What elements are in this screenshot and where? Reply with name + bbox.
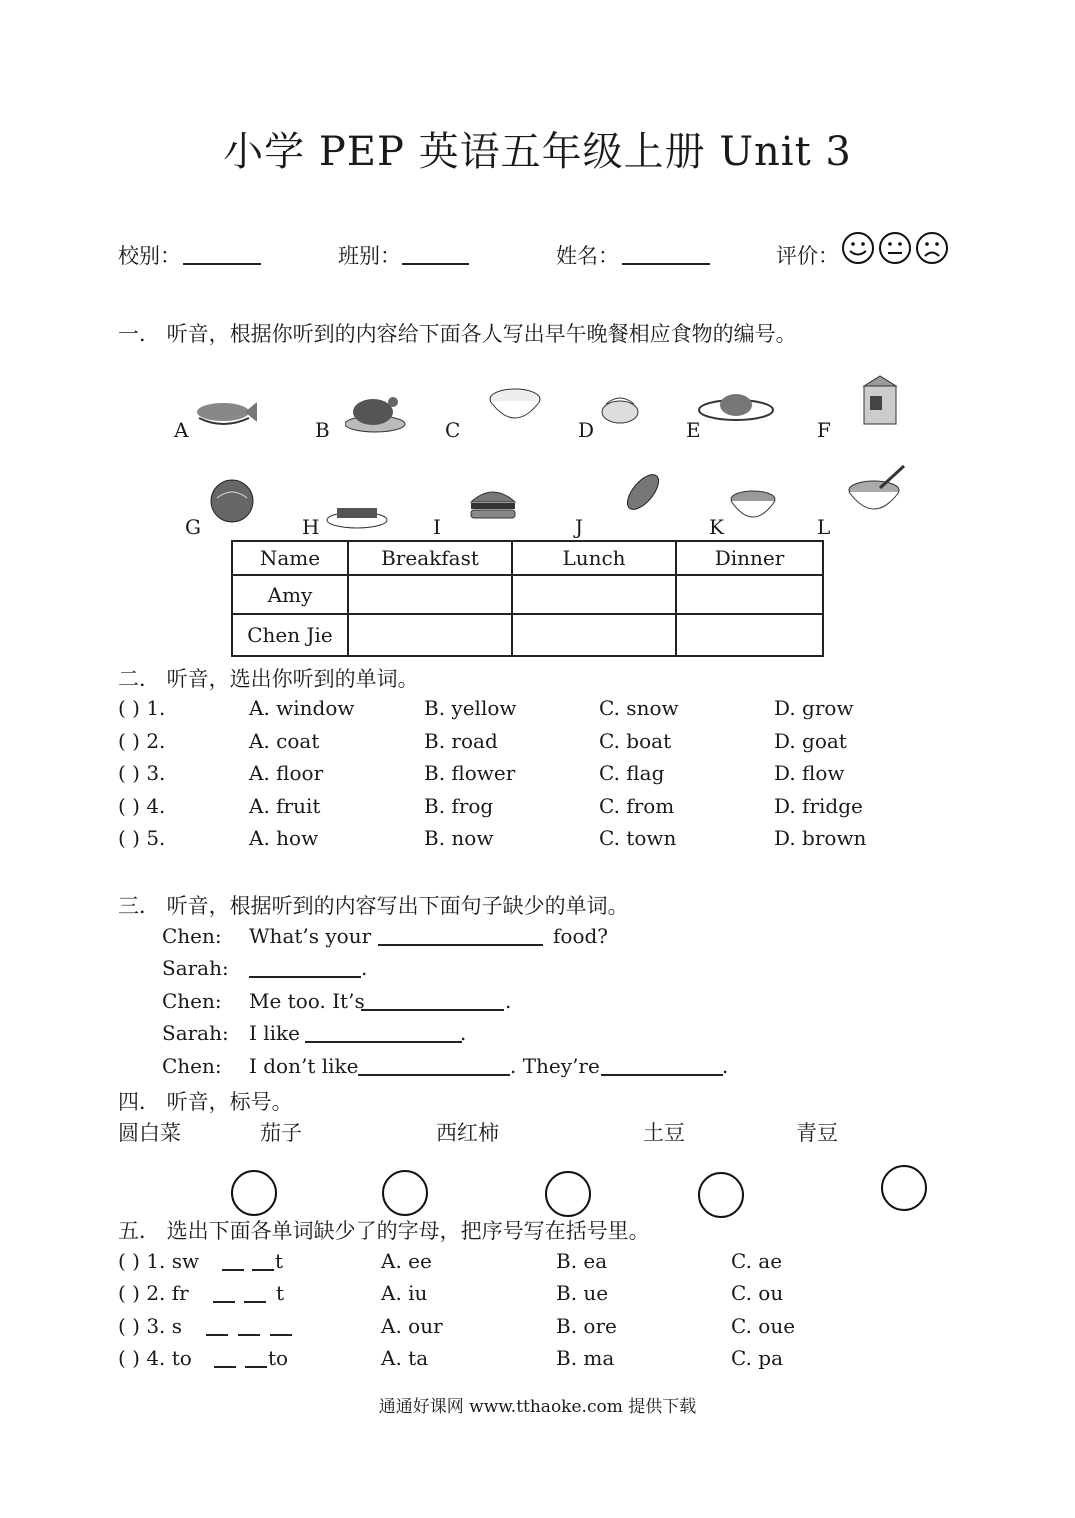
dialogue-text: Me too. It’s xyxy=(249,989,365,1013)
food-label-f: F xyxy=(817,418,831,442)
food-label-j: J xyxy=(575,515,584,539)
dialogue-text: What’s your xyxy=(249,924,372,948)
table-row-name-amy: Amy xyxy=(232,575,348,614)
vegetable-label: 西红柿 xyxy=(436,1121,499,1145)
table-cell-chenjie-lunch[interactable] xyxy=(512,614,676,656)
option-c: C. ae xyxy=(731,1249,783,1273)
table-cell-chenjie-breakfast[interactable] xyxy=(348,614,512,656)
milk-carton-icon xyxy=(860,374,900,426)
food-label-b: B xyxy=(315,418,330,442)
table-header-lunch: Lunch xyxy=(512,541,676,575)
option-b: B. ma xyxy=(556,1346,615,1370)
dumpling-icon xyxy=(598,390,642,426)
letter-blank[interactable] xyxy=(238,1333,260,1336)
meal-table xyxy=(231,540,824,657)
dialogue-text: food? xyxy=(553,924,609,948)
answer-blank[interactable] xyxy=(358,1073,510,1076)
food-label-l: L xyxy=(817,515,831,539)
food-label-c: C xyxy=(445,418,461,442)
noodle-bowl-icon xyxy=(728,487,778,527)
class-label: 班别： xyxy=(338,244,401,268)
name-blank[interactable] xyxy=(622,262,710,265)
question-number[interactable]: ( ) 5. xyxy=(118,826,166,850)
vegetable-label: 土豆 xyxy=(643,1121,685,1145)
option-a: A. how xyxy=(249,826,319,850)
food-label-g: G xyxy=(185,515,201,539)
option-c: C. town xyxy=(599,826,677,850)
option-b: B. now xyxy=(424,826,494,850)
option-d: D. flow xyxy=(774,761,845,785)
answer-circle[interactable] xyxy=(382,1170,428,1216)
food-label-e: E xyxy=(686,418,701,442)
question-number[interactable]: ( ) 1. xyxy=(118,696,166,720)
dialogue-speaker: Sarah: xyxy=(162,956,229,980)
table-cell-amy-lunch[interactable] xyxy=(512,575,676,614)
option-d: D. brown xyxy=(774,826,867,850)
answer-circle[interactable] xyxy=(698,1172,744,1218)
answer-blank[interactable] xyxy=(305,1040,462,1043)
word-tail: to xyxy=(268,1346,289,1370)
letter-blank[interactable] xyxy=(213,1300,235,1303)
dialogue-text: . xyxy=(722,1054,729,1078)
sad-face-icon[interactable] xyxy=(917,233,947,263)
option-a: A. floor xyxy=(249,761,324,785)
answer-blank[interactable] xyxy=(361,1008,504,1011)
option-a: A. fruit xyxy=(249,794,321,818)
vegetable-label: 茄子 xyxy=(260,1121,302,1145)
dialogue-text: . xyxy=(361,956,368,980)
smile-face-icon[interactable] xyxy=(843,233,873,263)
school-label: 校别： xyxy=(118,244,181,268)
table-cell-amy-breakfast[interactable] xyxy=(348,575,512,614)
option-b: B. frog xyxy=(424,794,494,818)
dialogue-text: . xyxy=(460,1021,467,1045)
meat-slices-icon xyxy=(325,500,389,530)
option-b: B. ue xyxy=(556,1281,609,1305)
answer-circle[interactable] xyxy=(545,1171,591,1217)
vegetable-label: 圆白菜 xyxy=(118,1121,181,1145)
option-a: A. iu xyxy=(381,1281,428,1305)
option-c: C. oue xyxy=(731,1314,796,1338)
option-b: B. flower xyxy=(424,761,516,785)
option-d: D. grow xyxy=(774,696,854,720)
question-number[interactable]: ( ) 2. xyxy=(118,729,166,753)
dialogue-speaker: Sarah: xyxy=(162,1021,229,1045)
answer-circle[interactable] xyxy=(231,1170,277,1216)
bread-icon xyxy=(620,470,666,514)
letter-blank[interactable] xyxy=(245,1365,267,1368)
table-header-breakfast: Breakfast xyxy=(348,541,512,575)
table-header-dinner: Dinner xyxy=(676,541,823,575)
option-a: A. ta xyxy=(381,1346,429,1370)
dialogue-text: . They’re xyxy=(510,1054,600,1078)
evaluation-label: 评价： xyxy=(776,244,839,268)
food-label-i: I xyxy=(433,515,441,539)
option-a: A. our xyxy=(381,1314,443,1338)
food-label-k: K xyxy=(709,515,724,539)
question-number[interactable]: ( ) 3. xyxy=(118,761,166,785)
option-b: B. road xyxy=(424,729,498,753)
option-c: C. from xyxy=(599,794,675,818)
footer-text: 通通好课网 www.tthaoke.com 提供下载 xyxy=(378,1397,697,1417)
answer-circle[interactable] xyxy=(881,1165,927,1211)
option-c: C. snow xyxy=(599,696,679,720)
dialogue-text: I like xyxy=(249,1021,301,1045)
food-label-h: H xyxy=(302,515,320,539)
neutral-face-icon[interactable] xyxy=(880,233,910,263)
question-number[interactable]: ( ) 3. s xyxy=(118,1314,183,1338)
section3-heading: 三． 听音，根据听到的内容写出下面句子缺少的单词。 xyxy=(118,894,629,918)
option-c: C. ou xyxy=(731,1281,784,1305)
question-number[interactable]: ( ) 2. fr xyxy=(118,1281,189,1305)
section2-heading: 二． 听音，选出你听到的单词。 xyxy=(118,667,419,691)
table-cell-amy-dinner[interactable] xyxy=(676,575,823,614)
section5-heading: 五． 选出下面各单词缺少了的字母，把序号写在括号里。 xyxy=(118,1219,650,1243)
table-row-name-chenjie: Chen Jie xyxy=(232,614,348,656)
option-a: A. window xyxy=(249,696,355,720)
option-b: B. yellow xyxy=(424,696,517,720)
soup-bowl-icon xyxy=(846,462,908,520)
chicken-icon xyxy=(345,390,407,434)
option-a: A. ee xyxy=(381,1249,432,1273)
class-blank[interactable] xyxy=(402,262,469,265)
letter-blank[interactable] xyxy=(270,1333,292,1336)
cabbage-icon xyxy=(205,478,259,524)
answer-blank[interactable] xyxy=(601,1073,723,1076)
dialogue-text: I don’t like xyxy=(249,1054,359,1078)
word-tail: t xyxy=(276,1281,285,1305)
name-label: 姓名： xyxy=(556,244,619,268)
option-c: C. pa xyxy=(731,1346,784,1370)
vegetable-label: 青豆 xyxy=(796,1121,838,1145)
school-blank[interactable] xyxy=(183,262,261,265)
dialogue-speaker: Chen: xyxy=(162,1054,222,1078)
answer-blank[interactable] xyxy=(249,975,361,978)
option-b: B. ore xyxy=(556,1314,617,1338)
letter-blank[interactable] xyxy=(244,1300,266,1303)
word-tail: t xyxy=(275,1249,284,1273)
rice-bowl-icon xyxy=(487,385,543,429)
hamburger-icon xyxy=(467,484,519,522)
letter-blank[interactable] xyxy=(214,1365,236,1368)
dialogue-speaker: Chen: xyxy=(162,924,222,948)
letter-blank[interactable] xyxy=(222,1268,244,1271)
letter-blank[interactable] xyxy=(252,1268,274,1271)
question-number[interactable]: ( ) 4. to xyxy=(118,1346,192,1370)
question-number[interactable]: ( ) 4. xyxy=(118,794,166,818)
fish-icon xyxy=(193,390,259,430)
option-a: A. coat xyxy=(249,729,320,753)
option-b: B. ea xyxy=(556,1249,608,1273)
dialogue-text: . xyxy=(505,989,512,1013)
answer-blank[interactable] xyxy=(378,943,543,946)
option-d: D. fridge xyxy=(774,794,863,818)
option-c: C. flag xyxy=(599,761,665,785)
option-c: C. boat xyxy=(599,729,672,753)
question-number[interactable]: ( ) 1. sw xyxy=(118,1249,200,1273)
section1-heading: 一． 听音，根据你听到的内容给下面各人写出早午晚餐相应食物的编号。 xyxy=(118,322,797,346)
section4-heading: 四． 听音，标号。 xyxy=(118,1090,293,1114)
table-header-name: Name xyxy=(232,541,348,575)
food-label-a: A xyxy=(174,418,189,442)
egg-plate-icon xyxy=(697,390,775,424)
food-label-d: D xyxy=(578,418,595,442)
dialogue-speaker: Chen: xyxy=(162,989,222,1013)
evaluation-faces xyxy=(840,230,952,268)
table-cell-chenjie-dinner[interactable] xyxy=(676,614,823,656)
page-title: 小学 PEP 英语五年级上册 Unit 3 xyxy=(223,129,852,175)
option-d: D. goat xyxy=(774,729,847,753)
letter-blank[interactable] xyxy=(206,1333,228,1336)
